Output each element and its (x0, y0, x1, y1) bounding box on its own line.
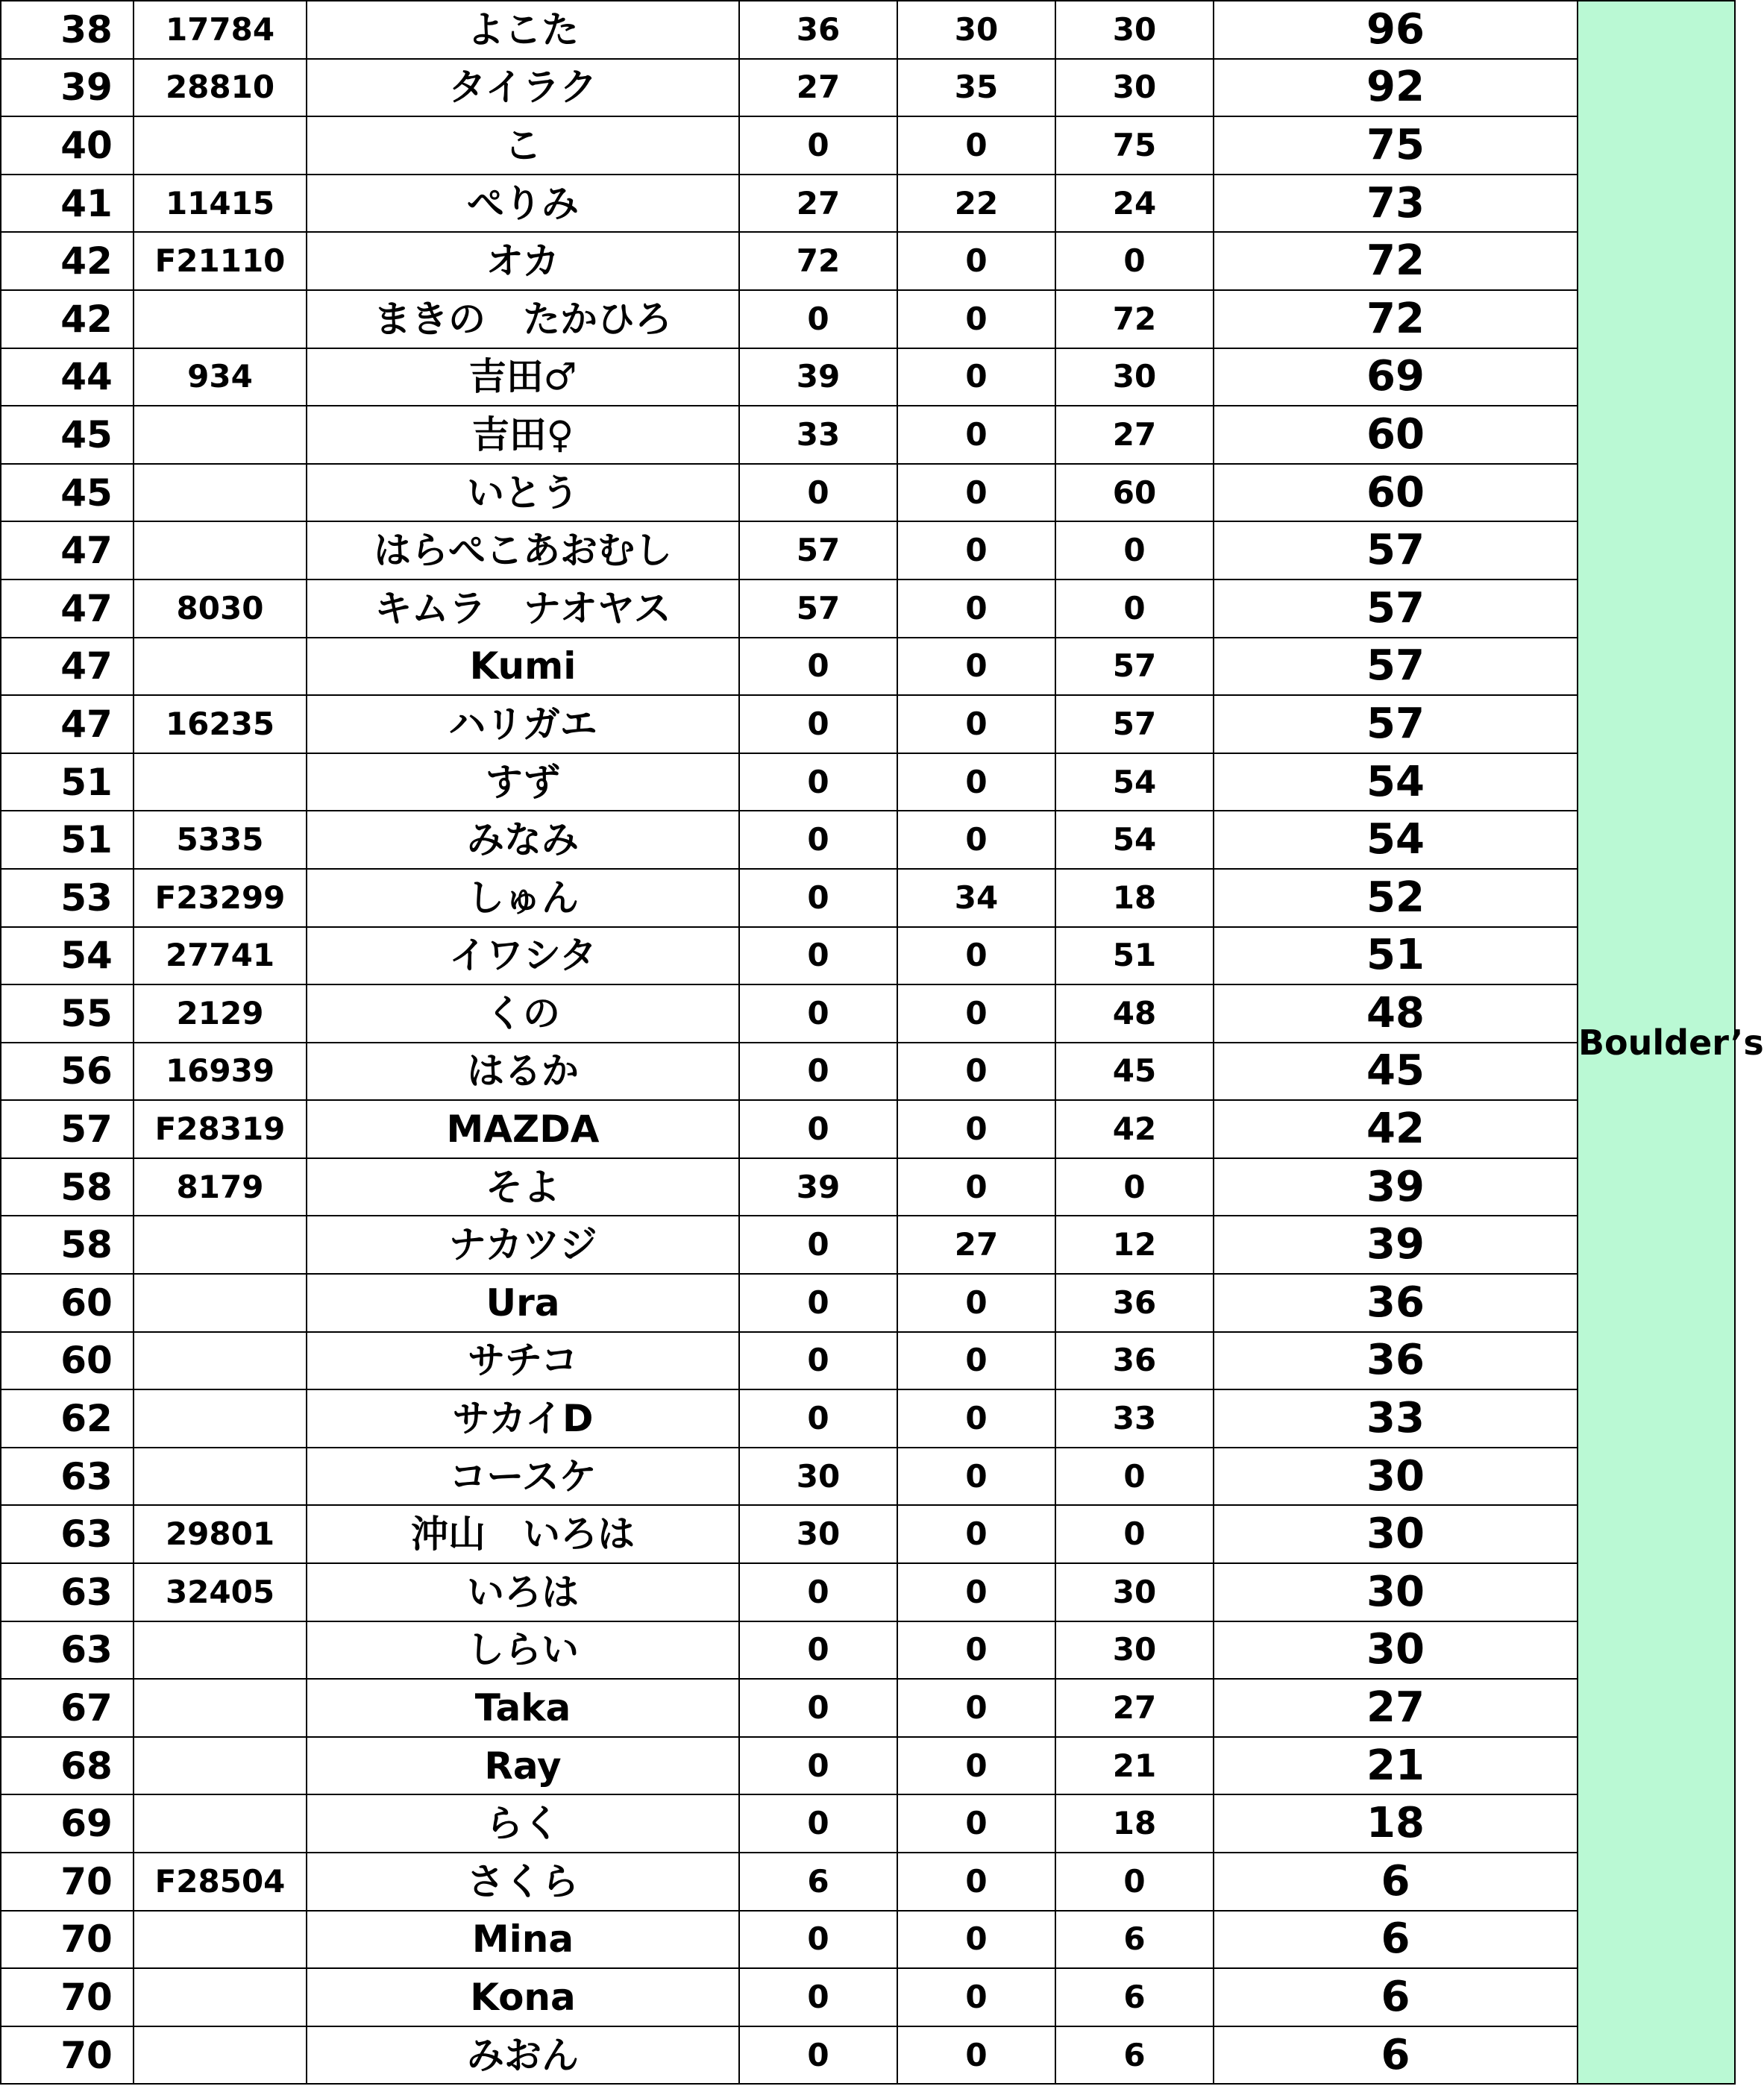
score-3-cell: 30 (1055, 1, 1214, 59)
score-2-cell: 0 (897, 1737, 1055, 1795)
total-score-cell: 72 (1214, 232, 1578, 290)
total-score-cell: 6 (1214, 1853, 1578, 1911)
score-3-cell: 30 (1055, 1621, 1214, 1680)
score-2-cell: 0 (897, 753, 1055, 811)
table-row (1, 232, 1735, 290)
score-1-cell: 0 (739, 1563, 897, 1621)
name-cell: しらい (307, 1621, 739, 1680)
score-2-cell: 22 (897, 175, 1055, 233)
score-1-cell: 0 (739, 1968, 897, 2026)
rank-cell: 47 (1, 638, 134, 696)
table-row (1, 59, 1735, 117)
table-row (1, 1563, 1735, 1621)
member-id-cell: F21110 (134, 232, 307, 290)
table-row (1, 638, 1735, 696)
name-cell: Kumi (307, 638, 739, 696)
score-1-cell: 0 (739, 927, 897, 985)
score-3-cell: 42 (1055, 1100, 1214, 1158)
name-cell: オカ (307, 232, 739, 290)
score-2-cell: 0 (897, 406, 1055, 464)
score-3-cell: 36 (1055, 1274, 1214, 1332)
score-1-cell: 0 (739, 811, 897, 869)
score-1-cell: 0 (739, 1794, 897, 1853)
total-score-cell: 45 (1214, 1043, 1578, 1101)
score-2-cell: 0 (897, 1389, 1055, 1448)
score-2-cell: 0 (897, 811, 1055, 869)
score-2-cell: 0 (897, 1853, 1055, 1911)
name-cell: Kona (307, 1968, 739, 2026)
score-3-cell: 30 (1055, 1563, 1214, 1621)
total-score-cell: 72 (1214, 290, 1578, 348)
name-cell: ハリガエ (307, 695, 739, 753)
table-row (1, 116, 1735, 175)
name-cell: サチコ (307, 1332, 739, 1390)
score-1-cell: 0 (739, 1621, 897, 1680)
score-2-cell: 0 (897, 1968, 1055, 2026)
score-1-cell: 57 (739, 579, 897, 638)
score-3-cell: 36 (1055, 1332, 1214, 1390)
member-id-cell (134, 116, 307, 175)
member-id-cell (134, 1794, 307, 1853)
rank-cell: 51 (1, 753, 134, 811)
score-2-cell: 0 (897, 1158, 1055, 1216)
name-cell: いろは (307, 1563, 739, 1621)
score-1-cell: 0 (739, 1737, 897, 1795)
total-score-cell: 57 (1214, 521, 1578, 579)
score-2-cell: 30 (897, 1, 1055, 59)
rank-cell: 42 (1, 290, 134, 348)
total-score-cell: 51 (1214, 927, 1578, 985)
score-2-cell: 0 (897, 1448, 1055, 1506)
rank-cell: 58 (1, 1158, 134, 1216)
score-3-cell: 54 (1055, 753, 1214, 811)
member-id-cell: 16235 (134, 695, 307, 753)
rank-cell: 60 (1, 1332, 134, 1390)
member-id-cell (134, 638, 307, 696)
score-3-cell: 30 (1055, 59, 1214, 117)
rank-cell: 47 (1, 579, 134, 638)
score-1-cell: 27 (739, 175, 897, 233)
table-row (1, 175, 1735, 233)
table-row (1, 1968, 1735, 2026)
member-id-cell: F23299 (134, 869, 307, 927)
score-3-cell: 57 (1055, 695, 1214, 753)
score-3-cell: 6 (1055, 2026, 1214, 2085)
total-score-cell: 57 (1214, 695, 1578, 753)
name-cell: さくら (307, 1853, 739, 1911)
table-row (1, 927, 1735, 985)
score-1-cell: 0 (739, 1389, 897, 1448)
table-row (1, 348, 1735, 406)
total-score-cell: 18 (1214, 1794, 1578, 1853)
score-1-cell: 0 (739, 869, 897, 927)
score-3-cell: 0 (1055, 232, 1214, 290)
table-row (1, 984, 1735, 1043)
score-2-cell: 0 (897, 1794, 1055, 1853)
table-row (1, 1679, 1735, 1737)
score-1-cell: 0 (739, 2026, 897, 2085)
rank-cell: 40 (1, 116, 134, 175)
score-2-cell: 0 (897, 1911, 1055, 1969)
name-cell: はるか (307, 1043, 739, 1101)
total-score-cell: 36 (1214, 1274, 1578, 1332)
table-row (1, 1505, 1735, 1563)
table-row (1, 521, 1735, 579)
total-score-cell: 30 (1214, 1621, 1578, 1680)
score-2-cell: 0 (897, 579, 1055, 638)
total-score-cell: 27 (1214, 1679, 1578, 1737)
name-cell: らく (307, 1794, 739, 1853)
rank-cell: 68 (1, 1737, 134, 1795)
member-id-cell: 28810 (134, 59, 307, 117)
score-3-cell: 0 (1055, 521, 1214, 579)
score-1-cell: 57 (739, 521, 897, 579)
table-row (1, 1794, 1735, 1853)
member-id-cell (134, 753, 307, 811)
total-score-cell: 54 (1214, 811, 1578, 869)
name-cell: まきの たかひろ (307, 290, 739, 348)
score-2-cell: 0 (897, 1332, 1055, 1390)
score-2-cell: 0 (897, 1679, 1055, 1737)
total-score-cell: 6 (1214, 2026, 1578, 2085)
name-cell: 沖山 いろは (307, 1505, 739, 1563)
member-id-cell: 934 (134, 348, 307, 406)
rank-cell: 58 (1, 1216, 134, 1274)
table-row (1, 1158, 1735, 1216)
score-3-cell: 0 (1055, 1505, 1214, 1563)
table-row (1, 1911, 1735, 1969)
rank-cell: 70 (1, 1968, 134, 2026)
score-2-cell: 0 (897, 1100, 1055, 1158)
total-score-cell: 69 (1214, 348, 1578, 406)
rank-cell: 70 (1, 1853, 134, 1911)
member-id-cell (134, 1737, 307, 1795)
score-3-cell: 33 (1055, 1389, 1214, 1448)
score-3-cell: 48 (1055, 984, 1214, 1043)
score-1-cell: 6 (739, 1853, 897, 1911)
score-1-cell: 0 (739, 1911, 897, 1969)
score-3-cell: 0 (1055, 579, 1214, 638)
score-2-cell: 0 (897, 1043, 1055, 1101)
member-id-cell: 2129 (134, 984, 307, 1043)
score-1-cell: 0 (739, 1679, 897, 1737)
member-id-cell (134, 1448, 307, 1506)
table-row (1, 869, 1735, 927)
ranking-body (1, 1, 1764, 2084)
member-id-cell (134, 2026, 307, 2085)
member-id-cell (134, 1621, 307, 1680)
score-3-cell: 60 (1055, 464, 1214, 522)
score-1-cell: 0 (739, 1043, 897, 1101)
name-cell: Ura (307, 1274, 739, 1332)
score-1-cell: 0 (739, 1100, 897, 1158)
table-row (1, 1043, 1735, 1101)
rank-cell: 42 (1, 232, 134, 290)
rank-cell: 62 (1, 1389, 134, 1448)
score-2-cell: 0 (897, 638, 1055, 696)
rank-cell: 63 (1, 1505, 134, 1563)
rank-cell: 44 (1, 348, 134, 406)
score-2-cell: 0 (897, 232, 1055, 290)
score-3-cell: 6 (1055, 1911, 1214, 1969)
score-3-cell: 0 (1055, 1448, 1214, 1506)
score-1-cell: 36 (739, 1, 897, 59)
score-3-cell: 6 (1055, 1968, 1214, 2026)
score-1-cell: 0 (739, 1216, 897, 1274)
score-2-cell: 0 (897, 290, 1055, 348)
name-cell: Mina (307, 1911, 739, 1969)
member-id-cell: F28504 (134, 1853, 307, 1911)
member-id-cell: 27741 (134, 927, 307, 985)
rank-cell: 39 (1, 59, 134, 117)
score-3-cell: 57 (1055, 638, 1214, 696)
score-3-cell: 12 (1055, 1216, 1214, 1274)
total-score-cell: 21 (1214, 1737, 1578, 1795)
table-row (1, 1448, 1735, 1506)
score-3-cell: 27 (1055, 1679, 1214, 1737)
score-3-cell: 54 (1055, 811, 1214, 869)
score-1-cell: 0 (739, 638, 897, 696)
rank-cell: 63 (1, 1448, 134, 1506)
score-1-cell: 0 (739, 1332, 897, 1390)
name-cell: いとう (307, 464, 739, 522)
member-id-cell: 32405 (134, 1563, 307, 1621)
member-id-cell (134, 1274, 307, 1332)
total-score-cell: 57 (1214, 638, 1578, 696)
total-score-cell: 48 (1214, 984, 1578, 1043)
name-cell: サカイD (307, 1389, 739, 1448)
member-id-cell (134, 464, 307, 522)
name-cell: よこた (307, 1, 739, 59)
score-1-cell: 0 (739, 695, 897, 753)
member-id-cell (134, 1389, 307, 1448)
name-cell: Ray (307, 1737, 739, 1795)
name-cell: Taka (307, 1679, 739, 1737)
name-cell: ぺりみ (307, 175, 739, 233)
name-cell: すず (307, 753, 739, 811)
member-id-cell (134, 1332, 307, 1390)
score-1-cell: 33 (739, 406, 897, 464)
total-score-cell: 36 (1214, 1332, 1578, 1390)
name-cell: みおん (307, 2026, 739, 2085)
name-cell: MAZDA (307, 1100, 739, 1158)
table-row (1, 1853, 1735, 1911)
score-3-cell: 75 (1055, 116, 1214, 175)
score-1-cell: 0 (739, 116, 897, 175)
score-1-cell: 30 (739, 1505, 897, 1563)
table-row (1, 1389, 1735, 1448)
name-cell: コースケ (307, 1448, 739, 1506)
name-cell: イワシタ (307, 927, 739, 985)
rank-cell: 63 (1, 1563, 134, 1621)
member-id-cell (134, 1216, 307, 1274)
rank-cell: 51 (1, 811, 134, 869)
name-cell: くの (307, 984, 739, 1043)
table-row (1, 1216, 1735, 1274)
rank-cell: 45 (1, 464, 134, 522)
member-id-cell (134, 1911, 307, 1969)
score-3-cell: 30 (1055, 348, 1214, 406)
score-3-cell: 21 (1055, 1737, 1214, 1795)
rank-cell: 67 (1, 1679, 134, 1737)
member-id-cell: 11415 (134, 175, 307, 233)
total-score-cell: 33 (1214, 1389, 1578, 1448)
rank-cell: 63 (1, 1621, 134, 1680)
score-2-cell: 34 (897, 869, 1055, 927)
total-score-cell: 42 (1214, 1100, 1578, 1158)
total-score-cell: 39 (1214, 1216, 1578, 1274)
score-3-cell: 0 (1055, 1853, 1214, 1911)
total-score-cell: 54 (1214, 753, 1578, 811)
score-2-cell: 0 (897, 1505, 1055, 1563)
score-3-cell: 27 (1055, 406, 1214, 464)
score-2-cell: 0 (897, 116, 1055, 175)
member-id-cell (134, 1968, 307, 2026)
member-id-cell: F28319 (134, 1100, 307, 1158)
member-id-cell: 17784 (134, 1, 307, 59)
total-score-cell: 6 (1214, 1968, 1578, 2026)
total-score-cell: 30 (1214, 1448, 1578, 1506)
rank-cell: 55 (1, 984, 134, 1043)
score-1-cell: 39 (739, 348, 897, 406)
score-2-cell: 0 (897, 695, 1055, 753)
score-1-cell: 0 (739, 290, 897, 348)
score-3-cell: 18 (1055, 1794, 1214, 1853)
score-1-cell: 39 (739, 1158, 897, 1216)
score-2-cell: 0 (897, 521, 1055, 579)
score-3-cell: 72 (1055, 290, 1214, 348)
total-score-cell: 75 (1214, 116, 1578, 175)
total-score-cell: 92 (1214, 59, 1578, 117)
score-2-cell: 0 (897, 1621, 1055, 1680)
name-cell: 吉田♂ (307, 348, 739, 406)
table-row (1, 464, 1735, 522)
score-2-cell: 0 (897, 927, 1055, 985)
score-2-cell: 35 (897, 59, 1055, 117)
score-1-cell: 0 (739, 1274, 897, 1332)
total-score-cell: 6 (1214, 1911, 1578, 1969)
table-row (1, 290, 1735, 348)
score-3-cell: 24 (1055, 175, 1214, 233)
name-cell: みなみ (307, 811, 739, 869)
total-score-cell: 30 (1214, 1563, 1578, 1621)
rank-cell: 38 (1, 1, 134, 59)
member-id-cell: 29801 (134, 1505, 307, 1563)
rank-cell: 57 (1, 1100, 134, 1158)
total-score-cell: 39 (1214, 1158, 1578, 1216)
member-id-cell: 16939 (134, 1043, 307, 1101)
rank-cell: 56 (1, 1043, 134, 1101)
score-3-cell: 45 (1055, 1043, 1214, 1101)
table-row (1, 2026, 1735, 2085)
score-1-cell: 0 (739, 984, 897, 1043)
table-row (1, 1274, 1735, 1332)
name-cell: タイラク (307, 59, 739, 117)
score-1-cell: 72 (739, 232, 897, 290)
name-cell: はらぺこあおむし (307, 521, 739, 579)
score-3-cell: 51 (1055, 927, 1214, 985)
total-score-cell: 73 (1214, 175, 1578, 233)
rank-cell: 70 (1, 1911, 134, 1969)
rank-cell: 53 (1, 869, 134, 927)
rank-cell: 60 (1, 1274, 134, 1332)
member-id-cell (134, 521, 307, 579)
venue-label: Boulder’s (1578, 1, 1735, 2084)
name-cell: そよ (307, 1158, 739, 1216)
score-1-cell: 0 (739, 464, 897, 522)
rank-cell: 69 (1, 1794, 134, 1853)
table-row (1, 1621, 1735, 1680)
member-id-cell: 8030 (134, 579, 307, 638)
table-row (1, 579, 1735, 638)
table-row (1, 1737, 1735, 1795)
table-row (1, 695, 1735, 753)
score-3-cell: 0 (1055, 1158, 1214, 1216)
score-2-cell: 0 (897, 1563, 1055, 1621)
member-id-cell: 5335 (134, 811, 307, 869)
name-cell: ナカツジ (307, 1216, 739, 1274)
total-score-cell: 60 (1214, 464, 1578, 522)
score-3-cell: 18 (1055, 869, 1214, 927)
total-score-cell: 60 (1214, 406, 1578, 464)
table-row (1, 1, 1735, 59)
name-cell: 吉田♀ (307, 406, 739, 464)
table-row (1, 1332, 1735, 1390)
score-2-cell: 0 (897, 348, 1055, 406)
score-2-cell: 0 (897, 2026, 1055, 2085)
total-score-cell: 52 (1214, 869, 1578, 927)
member-id-cell (134, 406, 307, 464)
name-cell: しゅん (307, 869, 739, 927)
rank-cell: 41 (1, 175, 134, 233)
rank-cell: 45 (1, 406, 134, 464)
score-1-cell: 30 (739, 1448, 897, 1506)
score-2-cell: 0 (897, 1274, 1055, 1332)
score-2-cell: 27 (897, 1216, 1055, 1274)
total-score-cell: 96 (1214, 1, 1578, 59)
rank-cell: 54 (1, 927, 134, 985)
table-row (1, 753, 1735, 811)
score-1-cell: 0 (739, 753, 897, 811)
member-id-cell (134, 1679, 307, 1737)
name-cell: こ (307, 116, 739, 175)
score-1-cell: 27 (739, 59, 897, 117)
total-score-cell: 57 (1214, 579, 1578, 638)
rank-cell: 47 (1, 695, 134, 753)
table-row (1, 406, 1735, 464)
table-row (1, 1100, 1735, 1158)
score-2-cell: 0 (897, 984, 1055, 1043)
rank-cell: 70 (1, 2026, 134, 2085)
table-row (1, 811, 1735, 869)
member-id-cell: 8179 (134, 1158, 307, 1216)
total-score-cell: 30 (1214, 1505, 1578, 1563)
score-2-cell: 0 (897, 464, 1055, 522)
name-cell: キムラ ナオヤス (307, 579, 739, 638)
rank-cell: 47 (1, 521, 134, 579)
member-id-cell (134, 290, 307, 348)
